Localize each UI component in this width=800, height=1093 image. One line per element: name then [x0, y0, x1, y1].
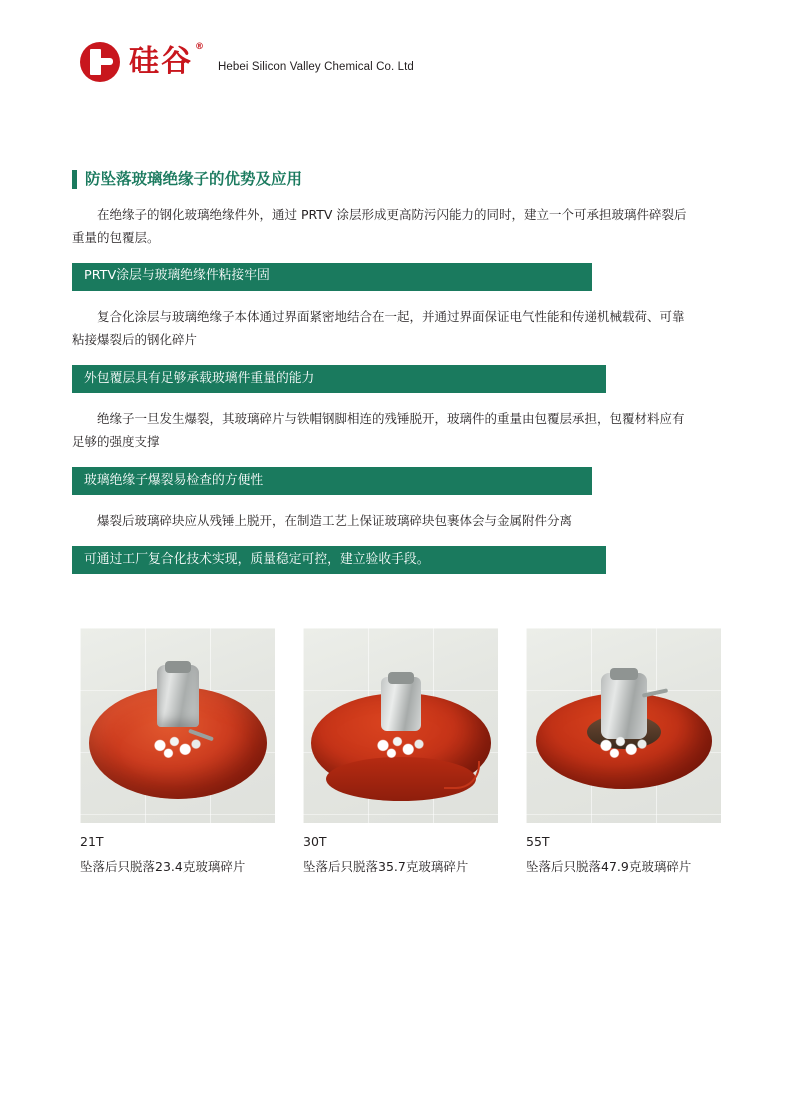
gallery-item [303, 628, 498, 875]
glass-shards [594, 735, 654, 761]
company-name-en: Hebei Silicon Valley Chemical Co. Ltd [218, 61, 414, 73]
product-gallery [80, 628, 720, 875]
body-paragraph-3: 爆裂后玻璃碎块应从残锤上脱开，在制造工艺上保证玻璃碎块包裹体会与金属附件分离 [97, 513, 573, 529]
main-content [72, 170, 728, 574]
insulator-cap [381, 677, 421, 731]
registered-trademark-icon: ® [195, 42, 206, 52]
insulator-photo-21t [80, 628, 275, 823]
gallery-item [80, 628, 275, 875]
gallery-item-desc: 坠落后只脱落23.4克玻璃碎片 [80, 859, 246, 874]
company-logo-cn [129, 42, 206, 79]
page-title: 防坠落玻璃绝缘子的优势及应用 [72, 170, 728, 189]
insulator-photo-30t [303, 628, 498, 823]
body-paragraph-2: 绝缘子一旦发生爆裂，其玻璃碎片与铁帽钢脚相连的残锤脱开，玻璃件的重量由包覆层承担，包覆材料应有足够的强度支撑 [72, 411, 685, 450]
gallery-item-title: 55T [526, 834, 550, 849]
insulator-photo-55t [526, 628, 721, 823]
body-paragraph-1: 复合化涂层与玻璃绝缘子本体通过界面紧密地结合在一起，并通过界面保证电气性能和传递机械载荷、可靠粘接爆裂后的钢化碎片 [72, 308, 685, 347]
gallery-item-title: 30T [303, 834, 327, 849]
insulator-cap [601, 673, 647, 739]
gallery-item-desc: 坠落后只脱落35.7克玻璃碎片 [303, 859, 469, 874]
glass-shards [371, 735, 431, 761]
gallery-item-title: 21T [80, 834, 104, 849]
gallery-item [526, 628, 721, 875]
insulator-wire [444, 761, 480, 789]
highlight-bar-2: 外包覆层具有足够承载玻璃件重量的能力 [72, 365, 606, 393]
highlight-bar-1: PRTV涂层与玻璃绝缘件粘接牢固 [72, 263, 592, 291]
gallery-item-desc: 坠落后只脱落47.9克玻璃碎片 [526, 859, 692, 874]
intro-paragraph: 在绝缘子的钢化玻璃绝缘件外，通过 PRTV 涂层形成更高防污闪能力的同时，建立一个可承担玻璃件碎裂后重量的包覆层。 [72, 206, 687, 245]
page-header [80, 42, 414, 82]
company-logo-icon [80, 42, 120, 82]
company-logo-cn-text: 硅谷 [129, 44, 193, 79]
glass-shards [148, 735, 208, 761]
highlight-bar-4: 可通过工厂复合化技术实现，质量稳定可控，建立验收手段。 [72, 546, 606, 574]
highlight-bar-3: 玻璃绝缘子爆裂易检查的方便性 [72, 467, 592, 495]
insulator-cap [157, 665, 199, 727]
